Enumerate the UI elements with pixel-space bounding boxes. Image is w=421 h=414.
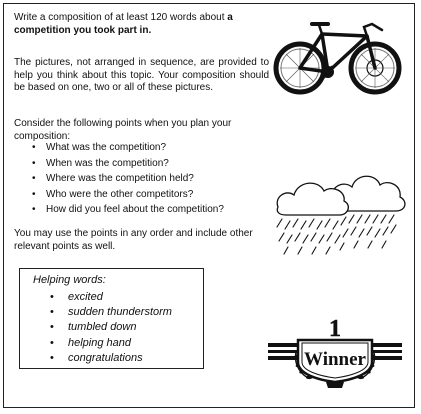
- badge-text: Winner: [304, 349, 366, 370]
- list-item: • tumbled down: [20, 321, 172, 336]
- list-item: • Where was the competition held?: [14, 173, 224, 189]
- points-list: [14, 142, 224, 220]
- pictures-note: The pictures, not arranged in sequence, are provided to help you think about this topic. Your composition should be based on one, two or all of these pictures.: [14, 57, 269, 93]
- list-item: • When was the competition?: [14, 158, 224, 174]
- list-item: • excited: [20, 291, 172, 306]
- helping-words-title: Helping words:: [33, 274, 106, 286]
- badge-number: 1: [329, 316, 341, 342]
- list-item: • sudden thunderstorm: [20, 306, 172, 321]
- helping-words-box: [19, 268, 204, 369]
- list-item: • How did you feel about the competition?: [14, 204, 224, 220]
- thunderstorm-image: [272, 163, 408, 258]
- instruction-text: Write a composition of at least 120 words about a competition you took part in.: [14, 12, 233, 36]
- list-item: • What was the competition?: [14, 142, 224, 158]
- list-item: • congratulations: [20, 352, 172, 367]
- consider-text: Consider the following points when you plan your composition:: [14, 118, 232, 142]
- winner-badge-image: [268, 312, 402, 392]
- order-note: You may use the points in any order and include other relevant points as well.: [14, 228, 253, 252]
- list-item: • helping hand: [20, 337, 172, 352]
- bicycle-image: [272, 18, 402, 98]
- list-item: • Who were the other competitors?: [14, 189, 224, 205]
- helping-words-list: [20, 291, 172, 367]
